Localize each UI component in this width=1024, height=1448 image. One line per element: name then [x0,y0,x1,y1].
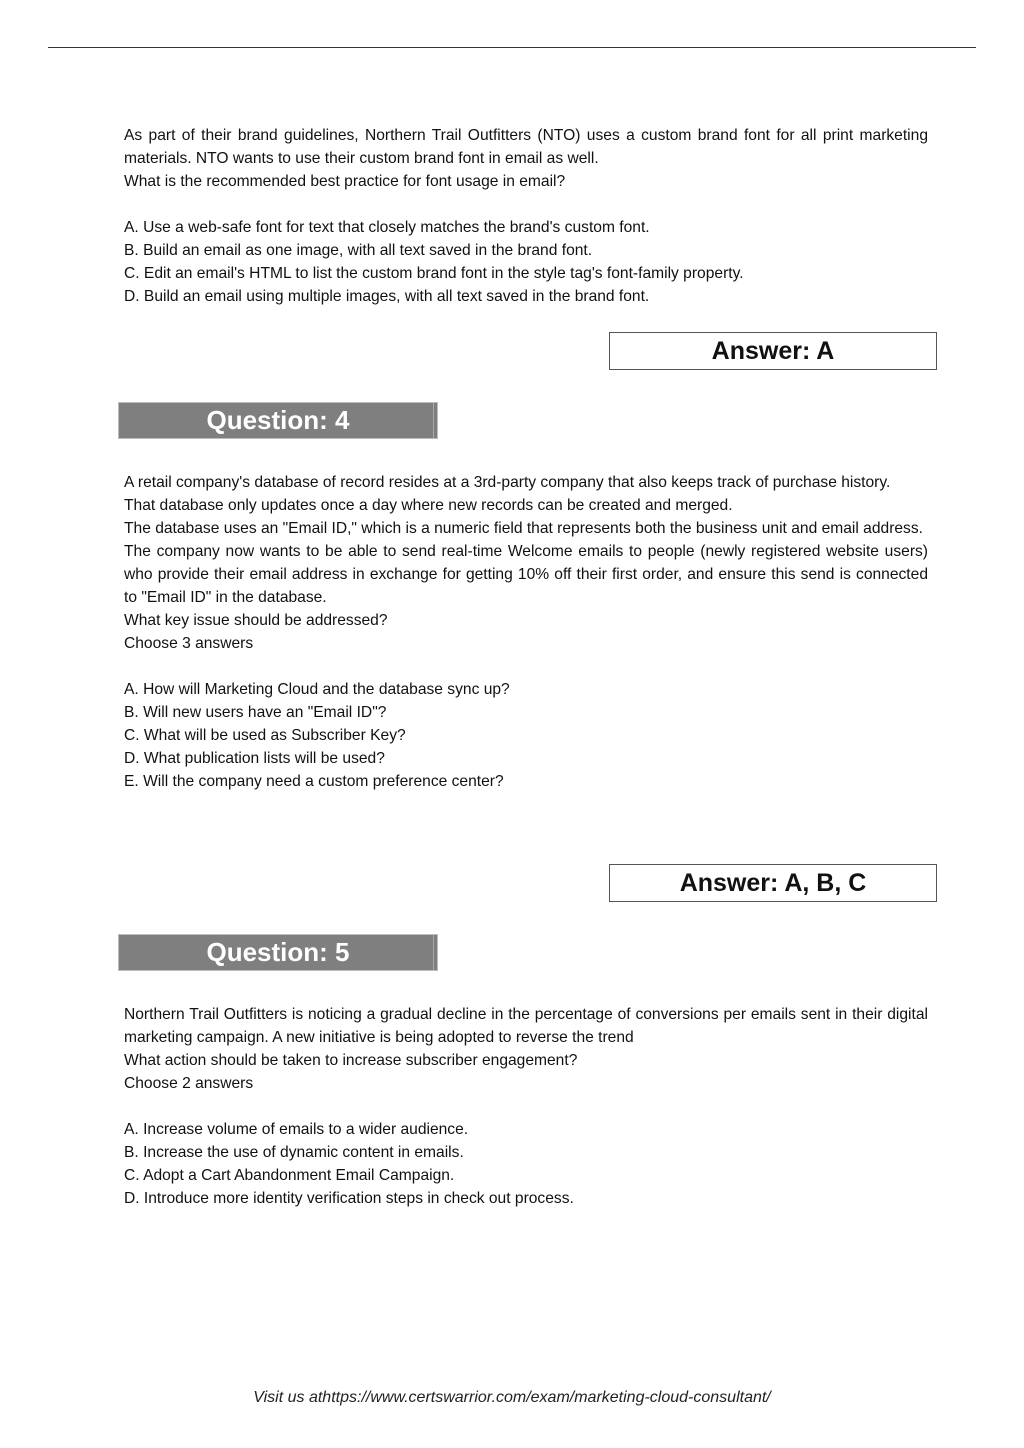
question-stem-line: Choose 3 answers [124,635,254,652]
answer-option: B. Build an email as one image, with all text saved in the brand font. [124,242,593,259]
answer-option: B. Will new users have an "Email ID"? [124,704,387,721]
answer-option: A. Increase volume of emails to a wider audience. [124,1121,469,1138]
question-stem-line: As part of their brand guidelines, Northern Trail Outfitters (NTO) uses a custom brand font for all print marketing materials. NTO wants to use their custom brand font in email as well. [124,127,928,167]
question-title: Question: 5 [206,937,350,967]
banner-edge [433,935,434,970]
answer-option: C. Edit an email's HTML to list the custom brand font in the style tag's font-family property. [124,265,744,282]
question-3-body [124,124,928,308]
spacer [124,655,928,678]
question-stem-line: That database only updates once a day where new records can be created and merged. [124,497,733,514]
answer-box: Answer: A, B, C [609,864,937,902]
question-5-body [124,1003,928,1210]
answer-option: A. Use a web-safe font for text that closely matches the brand's custom font. [124,219,650,236]
question-stem-line: The database uses an "Email ID," which is a numeric field that represents both the business unit and email address. [124,520,923,537]
question-4-banner [118,402,438,439]
question-5-banner [118,934,438,971]
question-title: Question: 4 [206,405,350,435]
question-stem-line: Choose 2 answers [124,1075,254,1092]
footer-link[interactable]: Visit us athttps://www.certswarrior.com/exam/marketing-cloud-consultant/ [253,1389,771,1406]
question-stem-line: The company now wants to be able to send real-time Welcome emails to people (newly registered website users) who provide their email address in exchange for getting 10% off their first order, and ensure this send is connected to "Email ID" in the database. [124,543,928,606]
spacer [124,1095,928,1118]
banner-edge [433,403,434,438]
answer-option: D. Introduce more identity verification steps in check out process. [124,1190,574,1207]
question-stem-line: What action should be taken to increase subscriber engagement? [124,1052,578,1069]
answer-option: E. Will the company need a custom preference center? [124,773,504,790]
question-stem-line: What key issue should be addressed? [124,612,388,629]
question-stem-line: What is the recommended best practice for font usage in email? [124,173,566,190]
answer-option: C. Adopt a Cart Abandonment Email Campaign. [124,1167,455,1184]
question-stem-line: Northern Trail Outfitters is noticing a gradual decline in the percentage of conversions per emails sent in their digital marketing campaign. A new initiative is being adopted to reverse the trend [124,1006,928,1046]
answer-option: C. What will be used as Subscriber Key? [124,727,406,744]
spacer [124,193,928,216]
answer-box: Answer: A [609,332,937,370]
answer-option: B. Increase the use of dynamic content in emails. [124,1144,464,1161]
answer-option: D. Build an email using multiple images, with all text saved in the brand font. [124,288,650,305]
question-4-body [124,471,928,793]
answer-option: A. How will Marketing Cloud and the database sync up? [124,681,510,698]
answer-option: D. What publication lists will be used? [124,750,385,767]
header-rule [48,47,976,48]
question-stem-line: A retail company's database of record resides at a 3rd-party company that also keeps track of purchase history. [124,474,891,491]
